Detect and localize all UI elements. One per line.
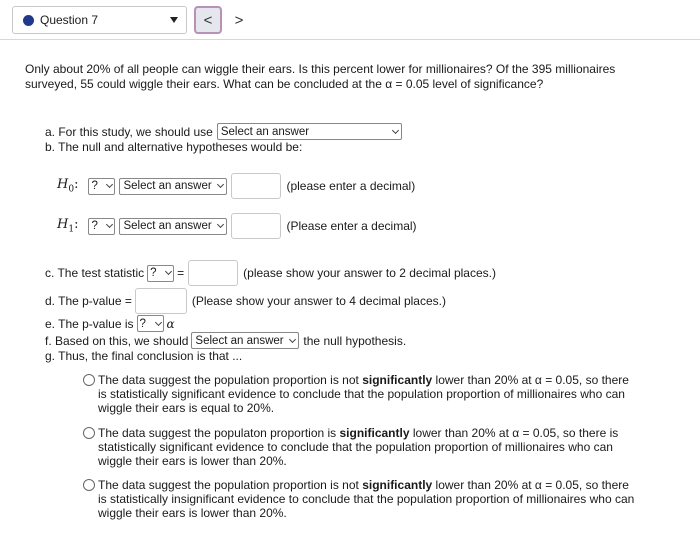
status-dot-icon (23, 15, 34, 26)
chevron-down-icon (392, 126, 399, 133)
part-a (45, 123, 402, 140)
h1-operator-select[interactable]: Select an answer (119, 218, 227, 235)
chevron-down-icon (154, 318, 161, 325)
alpha-symbol: α (166, 316, 175, 331)
h1-parameter-select[interactable]: ? (88, 218, 115, 235)
radio-button[interactable] (83, 479, 95, 491)
h0-operator-select[interactable]: Select an answer (119, 178, 227, 195)
chevron-down-icon (106, 181, 113, 188)
previous-question-button[interactable] (194, 6, 222, 34)
chevron-down-icon (106, 221, 113, 228)
decision-select[interactable]: Select an answer (191, 332, 299, 349)
conclusion-option-3[interactable]: The data suggest the population proportion is not significantly lower than 20% at α = 0.05, so there is statistically insignificant evidence to conclude that the population proportion of millionaires who can wiggle their ears is lower than 20%. (83, 478, 643, 520)
problem-text: Only about 20% of all people can wiggle their ears. Is this percent lower for millionaires? Of the 395 millionaires surveyed, 55 could wiggle their ears. What can be concluded at the α = 0.05 level of significance? (25, 62, 616, 91)
part-c-label: c. The test statistic (45, 266, 145, 280)
chevron-down-icon (217, 181, 224, 188)
part-d-hint: (Please show your answer to 4 decimal places.) (191, 294, 446, 308)
h1-symbol: $H_1$: (57, 217, 79, 235)
part-c-hint: (please show your answer to 2 decimal places.) (243, 266, 496, 280)
part-f-suffix: the null hypothesis. (303, 333, 407, 348)
alternative-hypothesis-row (57, 213, 417, 239)
part-b: b. The null and alternative hypotheses would be: (45, 140, 303, 154)
part-d (45, 288, 446, 314)
part-e-label: e. The p-value is (45, 316, 134, 331)
p-value-input[interactable] (135, 288, 187, 314)
part-e (45, 315, 175, 332)
equals-sign: = (177, 266, 185, 280)
conclusion-option-1[interactable]: The data suggest the population proportion is not significantly lower than 20% at α = 0.05, so there is statistically significant evidence to conclude that the population proportion of millionaires who can wiggle their ears is equal to 20%. (83, 373, 643, 415)
test-statistic-input[interactable] (188, 260, 238, 286)
chevron-down-icon (165, 268, 172, 275)
radio-button[interactable] (83, 374, 95, 386)
next-question-button[interactable] (225, 6, 253, 34)
part-f (45, 332, 406, 349)
part-d-label: d. The p-value = (45, 294, 132, 308)
h0-hint: (please enter a decimal) (286, 179, 416, 193)
part-f-label: f. Based on this, we should (45, 333, 189, 348)
conclusion-option-2[interactable]: The data suggest the populaton proportion is significantly lower than 20% at α = 0.05, so there is statistically significant evidence to conclude that the population proportion of millionaires who can wiggle their ears is lower than 20%. (83, 426, 643, 468)
null-hypothesis-row (57, 173, 415, 199)
part-g: g. Thus, the final conclusion is that ... (45, 349, 243, 363)
part-c (45, 260, 496, 286)
h0-symbol: $H_0$: (57, 177, 79, 195)
part-a-label: a. For this study, we should use (45, 124, 213, 139)
chevron-down-icon (289, 335, 296, 342)
p-value-comparison-select[interactable]: ? (137, 315, 164, 332)
h1-hint: (Please enter a decimal) (286, 219, 417, 233)
h1-value-input[interactable] (231, 213, 281, 239)
test-type-select[interactable]: Select an answer (217, 123, 402, 140)
question-select[interactable] (12, 6, 187, 34)
question-nav-bar (0, 0, 700, 40)
h0-parameter-select[interactable]: ? (88, 178, 115, 195)
h0-value-input[interactable] (231, 173, 281, 199)
chevron-down-icon (217, 221, 224, 228)
question-label: Question 7 (40, 13, 99, 27)
chevron-left-icon: < (203, 11, 213, 29)
caret-down-icon (170, 17, 178, 23)
chevron-right-icon: > (234, 11, 244, 29)
radio-button[interactable] (83, 427, 95, 439)
test-statistic-symbol-select[interactable]: ? (147, 265, 174, 282)
